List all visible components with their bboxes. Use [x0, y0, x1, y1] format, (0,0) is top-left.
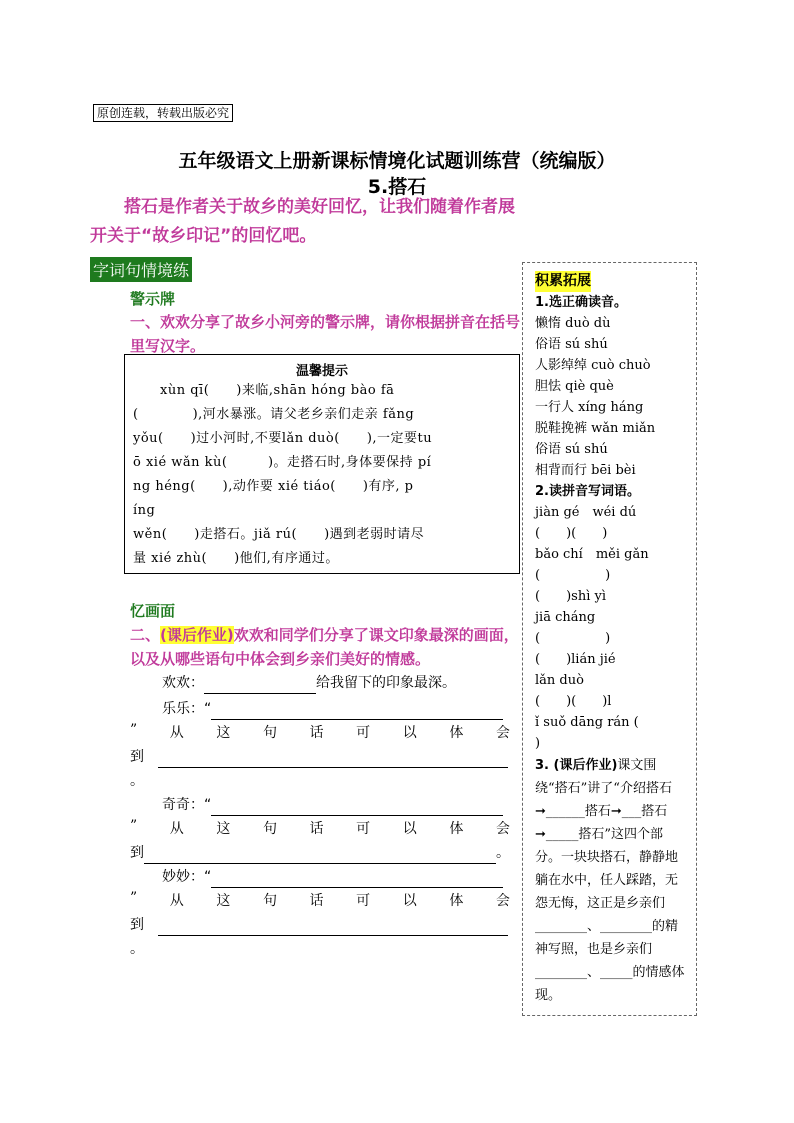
q1-item: 俗语 sú shú — [535, 337, 608, 352]
answer-huanhuan — [162, 672, 456, 694]
lesson-title: 5.搭石 — [367, 176, 427, 198]
notice-title: 温馨提示 — [295, 364, 348, 379]
homework-tag: (课后作业) — [160, 626, 234, 644]
speaker-label: 妙妙：“ — [162, 869, 212, 885]
speaker-label: 欢欢： — [162, 675, 204, 691]
notice-line: yǒu( )过小河时,不要lǎn duò( ),一定要tu — [133, 431, 433, 446]
q2-line: jiàn gé wéi dú — [535, 505, 637, 520]
q1-item: 人影绰绰 cuò chuò — [535, 358, 651, 373]
q2-line: ( )lián jié — [535, 652, 616, 667]
blank[interactable] — [211, 869, 503, 888]
period: 。 — [130, 941, 144, 957]
answer-miaomiao-dao — [130, 914, 508, 936]
question-1: 一、欢欢分享了故乡小河旁的警示牌，请你根据拼音在括号里写汉字。 — [130, 313, 521, 355]
q2-line: ( ) — [535, 568, 611, 583]
q2-line: ǐ suǒ dāng rán ( — [535, 715, 639, 730]
section-banner: 字词句情境练 — [90, 257, 192, 282]
copyright-stamp: 原创连载，转载出版必究 — [93, 104, 233, 122]
notice-line: xùn qī( )来临,shān hóng bào fā — [133, 383, 395, 398]
sidebar-q2: 2.读拼音写词语。 — [535, 484, 640, 499]
notice-body — [125, 379, 519, 571]
q1-item: 一行人 xíng háng — [535, 400, 644, 415]
notice-line: ō xié wǎn kù( )。走搭石时,身体要保持 pí — [133, 455, 432, 470]
blank[interactable] — [204, 675, 316, 694]
intro-text: 搭石是作者关于故乡的美好回忆，让我们随着作者展开关于“故乡印记”的回忆吧。 — [90, 197, 515, 246]
notice-line: ng héng( ),动作要 xié tiáo( )有序, p — [133, 479, 414, 494]
notice-line: wěn( )走搭石。jiǎ rú( )遇到老弱时请尽 — [133, 527, 425, 542]
answer-qiqi — [162, 794, 503, 816]
q1-item: 懒惰 duò dù — [535, 316, 611, 331]
notice-line: 量 xié zhù( )他们,有序通过。 — [133, 551, 339, 566]
answer-qiqi-dao: 到 。 — [130, 842, 510, 864]
blank[interactable] — [158, 917, 508, 936]
blank[interactable] — [211, 797, 503, 816]
q2-line: lǎn duò — [535, 673, 584, 688]
q1-item: 俗语 sú shú — [535, 442, 608, 457]
blank[interactable] — [158, 749, 508, 768]
q3-tail: 的情感体现。 — [535, 965, 685, 1003]
page-title: 五年级语文上册新课标情境化试题训练营（统编版） — [178, 150, 616, 172]
sidebar-q1: 1.选正确读音。 — [535, 295, 627, 310]
sidebar-q3 — [535, 754, 688, 1007]
section-heading-sign: 警示牌 — [130, 290, 176, 308]
notice-line: ( ),河水暴涨。请父老乡亲们走亲 fǎng — [133, 407, 415, 422]
q2-line: jiā cháng — [535, 610, 596, 625]
answer-lele — [162, 698, 503, 720]
q3-prefix: 3. (课后作业) — [535, 758, 618, 773]
speaker-label: 奇奇：“ — [162, 797, 212, 813]
q1-item: 相背而行 bēi bèi — [535, 463, 636, 478]
dao-label: 到 — [130, 845, 144, 861]
q2-line: ( )( )l — [535, 694, 612, 709]
answer-lele-dao — [130, 746, 508, 768]
notice-box — [124, 354, 520, 574]
spread-line: ” 从 这 句 话 可 以 体 会 — [130, 890, 510, 909]
q2-text: 欢欢和同学们分享了课文印象最深的画面，以及从哪些语句中体会到乡亲们美好的情感。 — [130, 626, 519, 668]
answer-suffix: 给我留下的印象最深。 — [316, 675, 456, 691]
q2-line: ( ) — [535, 631, 611, 646]
q2-line: ( )( ) — [535, 526, 608, 541]
sidebar-box — [522, 262, 697, 1016]
q2-prefix: 二、 — [130, 626, 161, 644]
answer-miaomiao — [162, 866, 503, 888]
dao-label: 到 — [130, 749, 144, 765]
q2-line: bǎo chí měi gǎn — [535, 547, 649, 562]
q3-text: 课文围绕“搭石”讲了“介绍搭石➞______搭石➞___搭石➞_____搭石”这四个部分。一块块搭石，静静地躺在水中，任人踩踏，无怨无悔，这正是乡亲们________、________的精神写照，也是乡亲们________、_____ — [535, 758, 679, 980]
sidebar-heading: 积累拓展 — [535, 271, 591, 292]
q2-line: ) — [535, 736, 541, 751]
blank[interactable] — [211, 701, 503, 720]
speaker-label: 乐乐：“ — [162, 701, 212, 717]
section-heading-memory: 忆画面 — [130, 602, 176, 620]
question-2 — [130, 623, 522, 671]
dao-label: 到 — [130, 917, 144, 933]
spread-line: ” 从 这 句 话 可 以 体 会 — [130, 722, 510, 741]
notice-line: íng — [133, 503, 156, 518]
spread-line: ” 从 这 句 话 可 以 体 会 — [130, 818, 510, 837]
blank[interactable] — [144, 845, 496, 864]
q1-item: 脱鞋挽裤 wǎn miǎn — [535, 421, 656, 436]
q2-line: ( )shì yì — [535, 589, 606, 604]
q1-item: 胆怯 qiè què — [535, 379, 614, 394]
period: 。 — [130, 773, 144, 789]
